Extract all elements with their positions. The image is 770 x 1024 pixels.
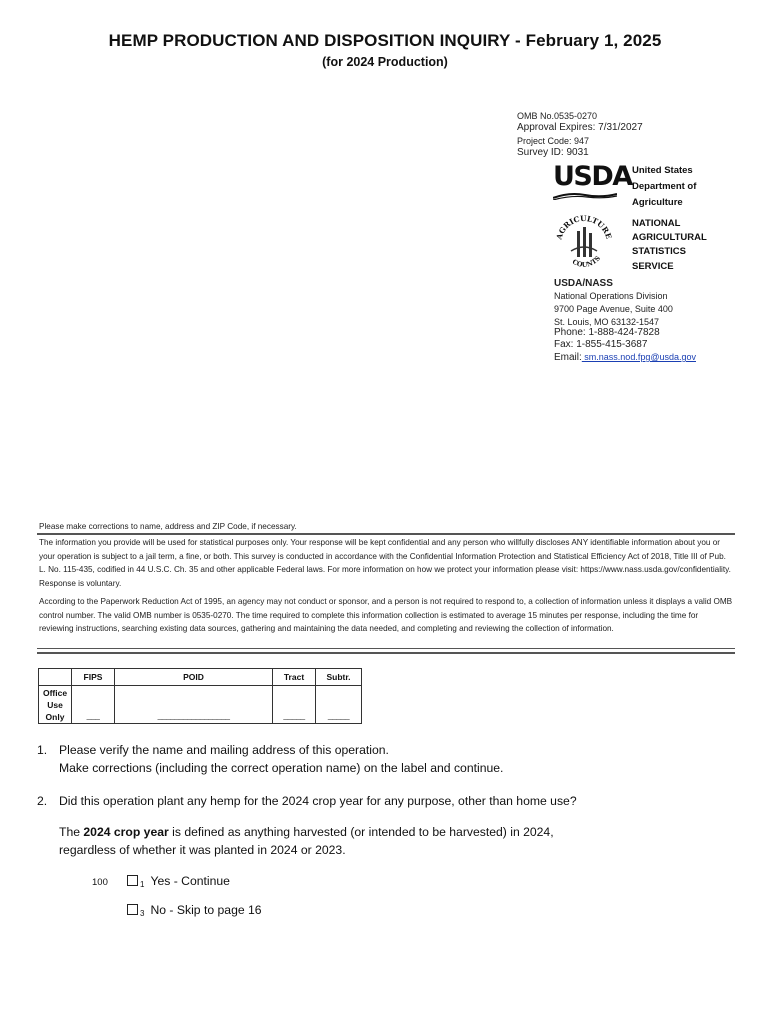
page-subtitle: (for 2024 Production) xyxy=(322,55,448,69)
page-title: HEMP PRODUCTION AND DISPOSITION INQUIRY - February 1, 2025 xyxy=(108,31,662,50)
paperwork-notice: According to the Paperwork Reduction Act of 1995, an agency may not conduct or sponsor, and a person is not required to respond to, a collection of information unless it displays a valid OMB control number. The valid OMB number is 0535-0270. The time required to complete this information collection is estimated to average 15 minutes per response, including the time for reviewing instructions, searching existing data sources, gathering and maintaining the data needed, and completing and reviewing the collection of information. xyxy=(39,597,733,633)
subtr-field: _____ xyxy=(316,686,362,724)
svg-text:COUNTS xyxy=(571,254,602,269)
divider-bottom-2 xyxy=(37,652,735,654)
header-fips: FIPS xyxy=(72,669,115,686)
nass-line-4: SERVICE xyxy=(632,261,674,272)
address-fax: Fax: 1-855-415-3687 xyxy=(554,339,648,350)
crop-year-definition: The 2024 crop year is defined as anything harvested (or intended to be harvested) in 2024, regardless of whether it was planted in 2024 or 2023. xyxy=(59,825,554,857)
usda-logo: USDA xyxy=(553,161,632,192)
header-poid: POID xyxy=(115,669,273,686)
office-use-table xyxy=(38,668,362,724)
address-org: USDA/NASS xyxy=(554,278,613,289)
usda-logo-swoosh xyxy=(553,192,617,200)
question-2: 2. Did this operation plant any hemp for the 2024 crop year for any purpose, other than home use? xyxy=(37,794,577,808)
approval-expires: Approval Expires: 7/31/2027 xyxy=(517,122,643,133)
divider-top xyxy=(37,533,735,535)
dept-line-3: Agriculture xyxy=(632,197,683,208)
email-link[interactable]: sm.nass.nod.fpg@usda.gov xyxy=(581,352,696,362)
option-no[interactable]: $_3$ No - Skip to page 16 xyxy=(127,903,262,918)
confidentiality-notice: The information you provide will be used for statistical purposes only. Your response will be kept confidential and any person who willfully discloses ANY identifiable information about you or your operation is subject to a jail term, a fine, or both. This survey is conducted in accordance with the Confidential Information Protection and Statistical Efficiency Act of 2018, Title III of Pub. L. No. 115-435, codified in 44 U.S.C. Ch. 35 and other applicable Federal laws. For more information on how we protect your information please visit: https://www.nass.usda.gov/confidentiality. Response is voluntary. xyxy=(39,538,731,588)
address-division: National Operations Division xyxy=(554,291,668,301)
header-subtr: Subtr. xyxy=(316,669,362,686)
corrections-note: Please make corrections to name, address and ZIP Code, if necessary. xyxy=(39,522,297,531)
checkbox-no[interactable] xyxy=(127,904,138,915)
address-street: 9700 Page Avenue, Suite 400 xyxy=(554,304,673,314)
seal-top-text: AGRICULTURE xyxy=(554,213,614,241)
address-phone: Phone: 1-888-424-7828 xyxy=(554,327,660,338)
header-tract: Tract xyxy=(273,669,316,686)
omb-number: OMB No.0535-0270 xyxy=(517,111,598,121)
item-code: 100 xyxy=(92,877,108,888)
seal-bottom-text: COUNTS xyxy=(570,254,602,269)
agriculture-counts-seal xyxy=(553,213,615,275)
nass-line-2: AGRICULTURAL xyxy=(632,232,707,243)
nass-line-3: STATISTICS xyxy=(632,246,687,257)
survey-id: Survey ID: 9031 xyxy=(517,147,589,158)
question-1: 1. Please verify the name and mailing address of this operation. Make corrections (including the correct operation name) on the label and continue. xyxy=(37,743,504,775)
dept-line-1: United States xyxy=(632,165,693,176)
dept-line-2: Department of xyxy=(632,181,697,192)
option-yes[interactable]: $_1$ Yes - Continue xyxy=(127,874,230,889)
checkbox-yes[interactable] xyxy=(127,875,138,886)
address-email-row xyxy=(554,351,696,364)
nass-line-1: NATIONAL xyxy=(632,218,681,229)
email-label: Email: xyxy=(554,352,582,363)
fips-field: ___ xyxy=(72,686,115,724)
office-use-label: Office Use Only xyxy=(39,686,72,724)
project-code: Project Code: 947 xyxy=(517,136,590,146)
address-city: St. Louis, MO 63132-1547 xyxy=(554,317,660,327)
poid-field: _________________ xyxy=(115,686,273,724)
tract-field: _____ xyxy=(273,686,316,724)
divider-bottom-1 xyxy=(37,648,735,649)
